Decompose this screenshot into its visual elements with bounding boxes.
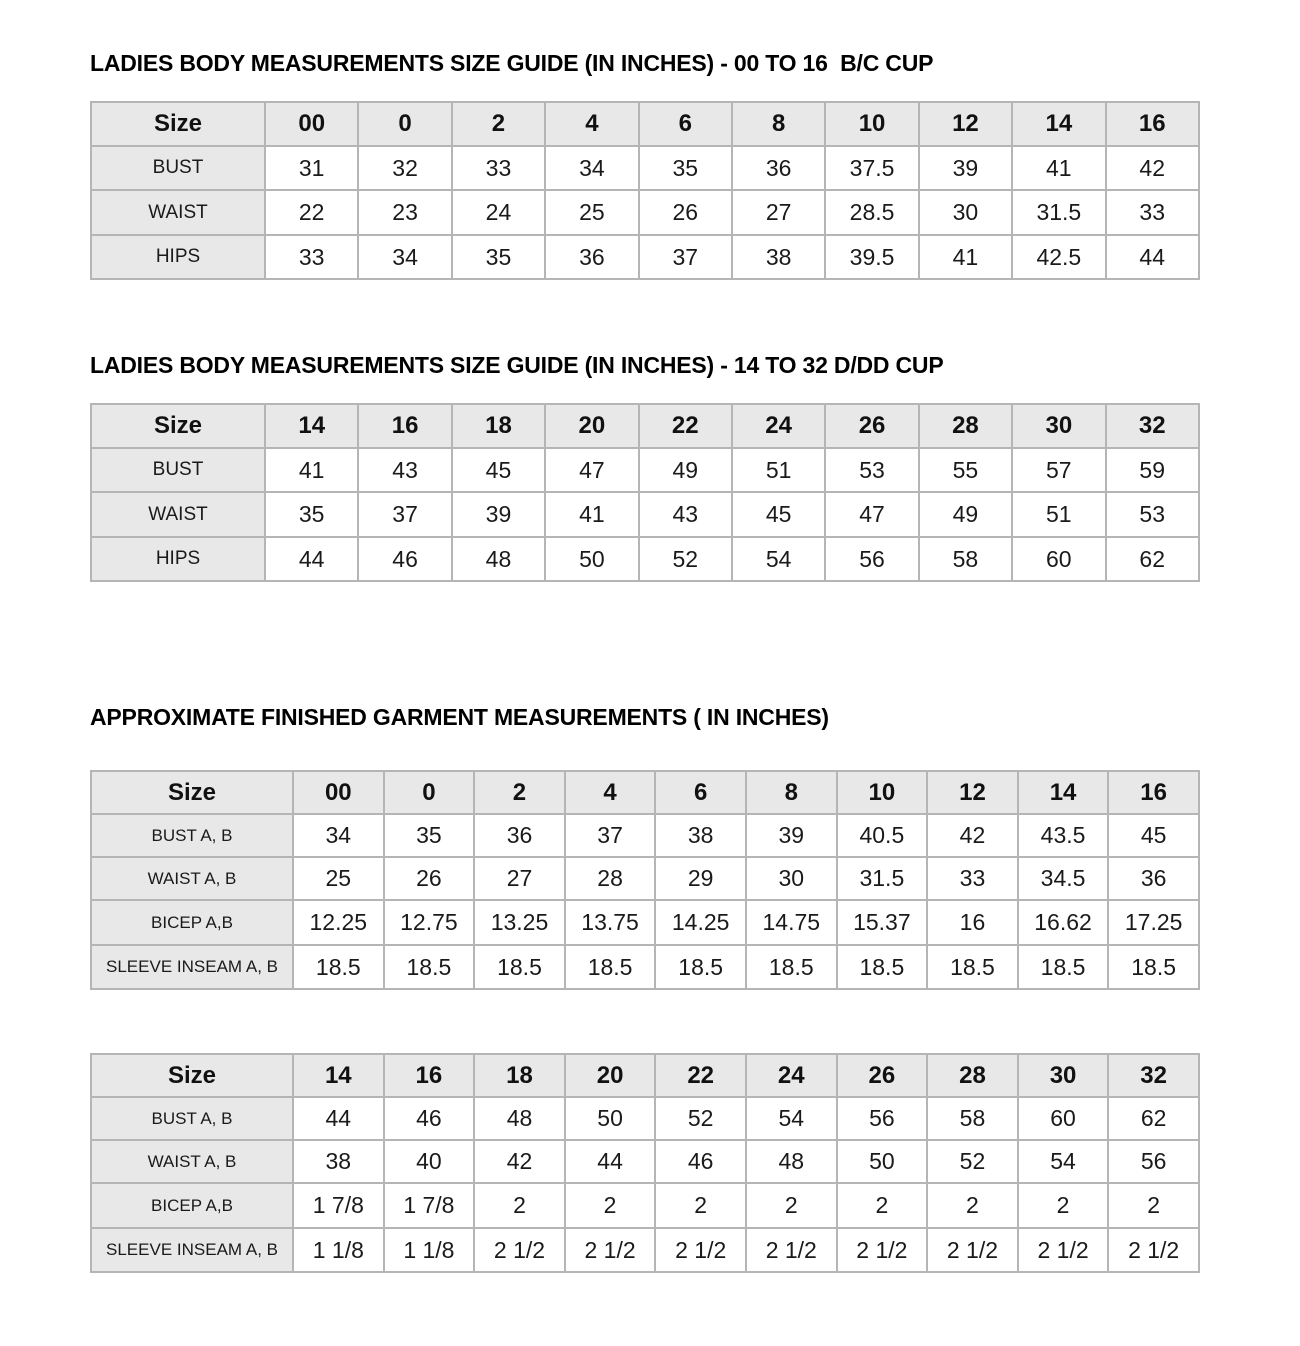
measurement-row <box>91 814 1199 857</box>
measurement-value: 2 <box>837 1183 928 1228</box>
measurement-value: 18.5 <box>1018 945 1109 989</box>
measurement-value: 41 <box>919 235 1012 279</box>
measurement-value: 56 <box>837 1097 928 1140</box>
measurement-value: 31.5 <box>1012 190 1105 235</box>
measurement-label: BUST A, B <box>91 814 293 857</box>
size-header-cell: 22 <box>639 404 732 448</box>
measurement-value: 60 <box>1018 1097 1109 1140</box>
body-size-guide-bc-title: LADIES BODY MEASUREMENTS SIZE GUIDE (IN INCHES) - 00 TO 16 B/C CUP <box>90 50 934 76</box>
garment-table-00-16 <box>90 770 1200 990</box>
measurement-value: 52 <box>639 537 732 581</box>
measurement-row <box>91 857 1199 900</box>
measurement-value: 23 <box>358 190 451 235</box>
size-header-cell: 24 <box>732 404 825 448</box>
size-header-cell: 14 <box>1018 771 1109 814</box>
size-header-cell: 22 <box>655 1054 746 1097</box>
size-header-cell: 32 <box>1108 1054 1199 1097</box>
measurement-value: 38 <box>655 814 746 857</box>
measurement-row <box>91 537 1199 581</box>
measurement-value: 42 <box>927 814 1018 857</box>
size-header-cell: 6 <box>639 102 732 146</box>
garment-table-14-32 <box>90 1053 1200 1273</box>
size-header-cell: 24 <box>746 1054 837 1097</box>
measurement-value: 27 <box>732 190 825 235</box>
measurement-value: 47 <box>825 492 918 537</box>
measurement-value: 39 <box>919 146 1012 190</box>
measurement-value: 58 <box>927 1097 1018 1140</box>
measurement-value: 18.5 <box>384 945 475 989</box>
measurement-row <box>91 1183 1199 1228</box>
size-header-cell: 14 <box>293 1054 384 1097</box>
measurement-value: 41 <box>545 492 638 537</box>
measurement-value: 33 <box>1106 190 1199 235</box>
measurement-value: 31.5 <box>837 857 928 900</box>
measurement-row <box>91 492 1199 537</box>
measurement-value: 34.5 <box>1018 857 1109 900</box>
measurement-value: 48 <box>746 1140 837 1183</box>
measurement-value: 35 <box>452 235 545 279</box>
measurement-value: 2 <box>474 1183 565 1228</box>
measurement-value: 54 <box>732 537 825 581</box>
measurement-value: 41 <box>1012 146 1105 190</box>
measurement-value: 18.5 <box>565 945 656 989</box>
measurement-value: 18.5 <box>746 945 837 989</box>
measurement-value: 45 <box>732 492 825 537</box>
measurement-value: 39 <box>746 814 837 857</box>
size-header-cell: 14 <box>1012 102 1105 146</box>
measurement-value: 46 <box>384 1097 475 1140</box>
measurement-value: 18.5 <box>293 945 384 989</box>
measurement-value: 2 1/2 <box>1108 1228 1199 1272</box>
measurement-value: 62 <box>1106 537 1199 581</box>
measurement-value: 44 <box>265 537 358 581</box>
measurement-value: 2 1/2 <box>927 1228 1018 1272</box>
measurement-value: 44 <box>293 1097 384 1140</box>
size-header-cell: 0 <box>384 771 475 814</box>
size-header-cell: 8 <box>746 771 837 814</box>
measurement-value: 36 <box>732 146 825 190</box>
header-row <box>91 1054 1199 1097</box>
size-header-cell: 8 <box>732 102 825 146</box>
measurement-value: 56 <box>825 537 918 581</box>
size-header-cell: 10 <box>837 771 928 814</box>
measurement-value: 1 1/8 <box>293 1228 384 1272</box>
measurement-label: HIPS <box>91 537 265 581</box>
measurement-value: 37 <box>565 814 656 857</box>
measurement-value: 38 <box>293 1140 384 1183</box>
measurement-value: 53 <box>1106 492 1199 537</box>
measurement-value: 1 1/8 <box>384 1228 475 1272</box>
header-row <box>91 404 1199 448</box>
measurement-value: 52 <box>655 1097 746 1140</box>
measurement-value: 18.5 <box>655 945 746 989</box>
measurement-value: 1 7/8 <box>293 1183 384 1228</box>
measurement-value: 46 <box>358 537 451 581</box>
measurement-value: 56 <box>1108 1140 1199 1183</box>
size-header-cell: 26 <box>825 404 918 448</box>
measurement-value: 2 <box>1018 1183 1109 1228</box>
size-header-cell: 28 <box>927 1054 1018 1097</box>
measurement-value: 16.62 <box>1018 900 1109 945</box>
measurement-value: 2 <box>927 1183 1018 1228</box>
measurement-value: 51 <box>732 448 825 492</box>
measurement-value: 43.5 <box>1018 814 1109 857</box>
measurement-row <box>91 1228 1199 1272</box>
size-header-cell: 28 <box>919 404 1012 448</box>
measurement-value: 46 <box>655 1140 746 1183</box>
measurement-value: 2 <box>655 1183 746 1228</box>
size-header-cell: 14 <box>265 404 358 448</box>
measurement-value: 14.25 <box>655 900 746 945</box>
size-header-cell: 18 <box>474 1054 565 1097</box>
measurement-value: 33 <box>452 146 545 190</box>
measurement-row <box>91 900 1199 945</box>
measurement-value: 2 <box>1108 1183 1199 1228</box>
size-header-cell: 2 <box>452 102 545 146</box>
measurement-row <box>91 945 1199 989</box>
measurement-value: 18.5 <box>837 945 928 989</box>
measurement-value: 49 <box>639 448 732 492</box>
measurement-value: 36 <box>474 814 565 857</box>
header-row <box>91 771 1199 814</box>
measurement-value: 2 1/2 <box>655 1228 746 1272</box>
measurement-value: 60 <box>1012 537 1105 581</box>
measurement-value: 35 <box>639 146 732 190</box>
measurement-value: 45 <box>1108 814 1199 857</box>
measurement-label: BUST A, B <box>91 1097 293 1140</box>
size-header-cell: 12 <box>919 102 1012 146</box>
measurement-value: 47 <box>545 448 638 492</box>
measurement-label: SLEEVE INSEAM A, B <box>91 1228 293 1272</box>
measurement-label: WAIST A, B <box>91 1140 293 1183</box>
measurement-value: 50 <box>545 537 638 581</box>
size-header-label: Size <box>91 1054 293 1097</box>
measurement-label: BICEP A,B <box>91 900 293 945</box>
measurement-value: 14.75 <box>746 900 837 945</box>
size-header-cell: 16 <box>384 1054 475 1097</box>
measurement-value: 40.5 <box>837 814 928 857</box>
measurement-value: 33 <box>265 235 358 279</box>
measurement-value: 50 <box>565 1097 656 1140</box>
measurement-value: 42 <box>474 1140 565 1183</box>
size-header-cell: 26 <box>837 1054 928 1097</box>
measurement-value: 25 <box>545 190 638 235</box>
measurement-value: 43 <box>358 448 451 492</box>
measurement-value: 2 1/2 <box>837 1228 928 1272</box>
measurement-value: 1 7/8 <box>384 1183 475 1228</box>
size-header-cell: 32 <box>1106 404 1199 448</box>
measurement-value: 30 <box>919 190 1012 235</box>
measurement-value: 28.5 <box>825 190 918 235</box>
measurement-value: 59 <box>1106 448 1199 492</box>
measurement-value: 30 <box>746 857 837 900</box>
body-size-table-bc <box>90 101 1200 280</box>
measurement-value: 12.75 <box>384 900 475 945</box>
measurement-value: 44 <box>565 1140 656 1183</box>
measurement-value: 39.5 <box>825 235 918 279</box>
size-header-cell: 0 <box>358 102 451 146</box>
measurement-value: 38 <box>732 235 825 279</box>
measurement-label: WAIST <box>91 492 265 537</box>
measurement-row <box>91 448 1199 492</box>
measurement-value: 34 <box>293 814 384 857</box>
measurement-value: 2 1/2 <box>746 1228 837 1272</box>
measurement-value: 16 <box>927 900 1018 945</box>
measurement-value: 50 <box>837 1140 928 1183</box>
measurement-value: 62 <box>1108 1097 1199 1140</box>
measurement-value: 22 <box>265 190 358 235</box>
measurement-label: HIPS <box>91 235 265 279</box>
size-header-label: Size <box>91 404 265 448</box>
measurement-value: 31 <box>265 146 358 190</box>
measurement-value: 29 <box>655 857 746 900</box>
body-size-guide-ddd-title: LADIES BODY MEASUREMENTS SIZE GUIDE (IN INCHES) - 14 TO 32 D/DD CUP <box>90 352 944 378</box>
measurement-value: 35 <box>384 814 475 857</box>
size-header-label: Size <box>91 771 293 814</box>
measurement-value: 27 <box>474 857 565 900</box>
measurement-value: 54 <box>1018 1140 1109 1183</box>
measurement-value: 24 <box>452 190 545 235</box>
header-row <box>91 102 1199 146</box>
size-header-cell: 4 <box>565 771 656 814</box>
measurement-label: SLEEVE INSEAM A, B <box>91 945 293 989</box>
measurement-row <box>91 235 1199 279</box>
measurement-value: 58 <box>919 537 1012 581</box>
measurement-label: WAIST <box>91 190 265 235</box>
measurement-value: 15.37 <box>837 900 928 945</box>
measurement-value: 37.5 <box>825 146 918 190</box>
size-header-cell: 16 <box>1108 771 1199 814</box>
measurement-value: 34 <box>545 146 638 190</box>
measurement-value: 17.25 <box>1108 900 1199 945</box>
measurement-value: 26 <box>384 857 475 900</box>
measurement-label: WAIST A, B <box>91 857 293 900</box>
measurement-value: 45 <box>452 448 545 492</box>
size-header-cell: 30 <box>1018 1054 1109 1097</box>
measurement-row <box>91 1140 1199 1183</box>
measurement-value: 13.25 <box>474 900 565 945</box>
size-header-cell: 30 <box>1012 404 1105 448</box>
measurement-value: 35 <box>265 492 358 537</box>
measurement-value: 37 <box>358 492 451 537</box>
measurement-value: 12.25 <box>293 900 384 945</box>
size-header-label: Size <box>91 102 265 146</box>
measurement-row <box>91 1097 1199 1140</box>
size-header-cell: 18 <box>452 404 545 448</box>
measurement-label: BICEP A,B <box>91 1183 293 1228</box>
measurement-value: 2 <box>565 1183 656 1228</box>
body-size-table-ddd <box>90 403 1200 582</box>
measurement-value: 37 <box>639 235 732 279</box>
measurement-value: 2 1/2 <box>1018 1228 1109 1272</box>
measurement-value: 33 <box>927 857 1018 900</box>
measurement-value: 41 <box>265 448 358 492</box>
measurement-value: 13.75 <box>565 900 656 945</box>
measurement-value: 48 <box>452 537 545 581</box>
measurement-value: 43 <box>639 492 732 537</box>
size-header-cell: 6 <box>655 771 746 814</box>
measurement-row <box>91 146 1199 190</box>
measurement-value: 2 1/2 <box>474 1228 565 1272</box>
size-header-cell: 4 <box>545 102 638 146</box>
measurement-value: 34 <box>358 235 451 279</box>
measurement-value: 48 <box>474 1097 565 1140</box>
size-header-cell: 12 <box>927 771 1018 814</box>
measurement-value: 2 1/2 <box>565 1228 656 1272</box>
measurement-value: 40 <box>384 1140 475 1183</box>
measurement-value: 18.5 <box>927 945 1018 989</box>
measurement-value: 32 <box>358 146 451 190</box>
measurement-value: 57 <box>1012 448 1105 492</box>
size-header-cell: 20 <box>545 404 638 448</box>
size-header-cell: 00 <box>265 102 358 146</box>
size-header-cell: 20 <box>565 1054 656 1097</box>
size-header-cell: 2 <box>474 771 565 814</box>
measurement-row <box>91 190 1199 235</box>
size-header-cell: 16 <box>1106 102 1199 146</box>
measurement-label: BUST <box>91 448 265 492</box>
measurement-value: 18.5 <box>1108 945 1199 989</box>
measurement-value: 25 <box>293 857 384 900</box>
measurement-value: 53 <box>825 448 918 492</box>
measurement-value: 39 <box>452 492 545 537</box>
size-header-cell: 16 <box>358 404 451 448</box>
measurement-value: 42 <box>1106 146 1199 190</box>
measurement-value: 55 <box>919 448 1012 492</box>
measurement-value: 54 <box>746 1097 837 1140</box>
measurement-value: 49 <box>919 492 1012 537</box>
size-header-cell: 00 <box>293 771 384 814</box>
measurement-value: 51 <box>1012 492 1105 537</box>
measurement-value: 28 <box>565 857 656 900</box>
measurement-value: 42.5 <box>1012 235 1105 279</box>
measurement-value: 2 <box>746 1183 837 1228</box>
measurement-value: 18.5 <box>474 945 565 989</box>
measurement-value: 36 <box>1108 857 1199 900</box>
size-header-cell: 10 <box>825 102 918 146</box>
measurement-value: 44 <box>1106 235 1199 279</box>
measurement-label: BUST <box>91 146 265 190</box>
measurement-value: 26 <box>639 190 732 235</box>
measurement-value: 36 <box>545 235 638 279</box>
garment-measurements-title: APPROXIMATE FINISHED GARMENT MEASUREMENTS ( IN INCHES) <box>90 704 829 730</box>
measurement-value: 52 <box>927 1140 1018 1183</box>
